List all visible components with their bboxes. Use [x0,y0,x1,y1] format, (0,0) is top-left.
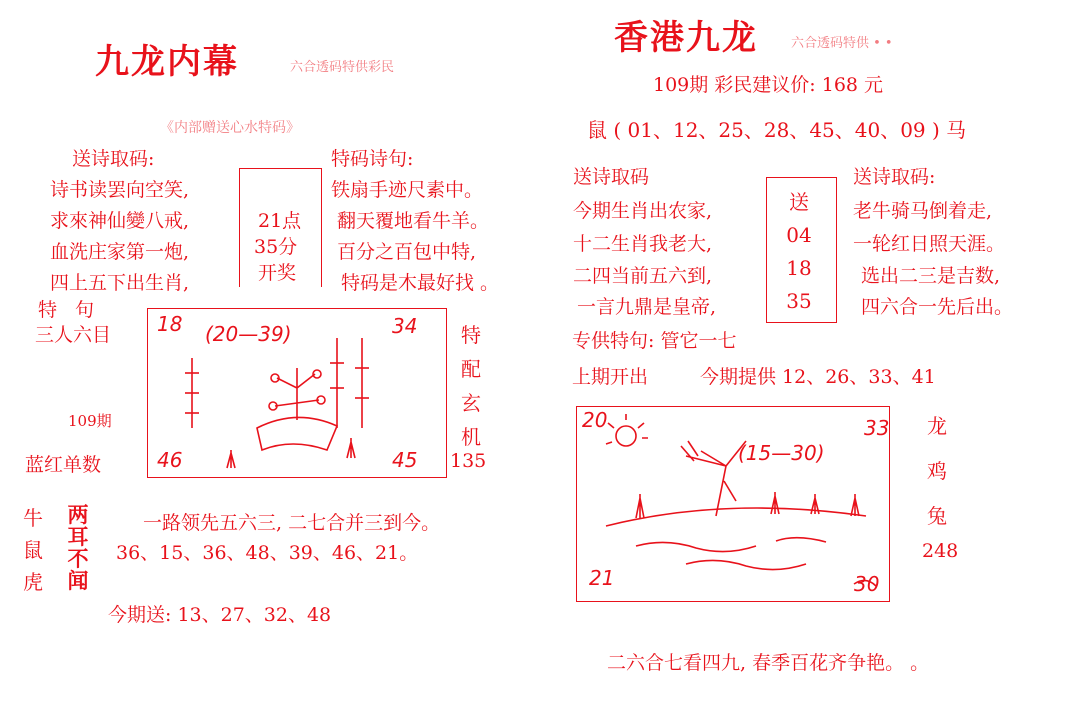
right-center-box-line: 送 [789,190,809,214]
left-big-column [64,504,92,592]
left-poem-b-line: 百分之百包中特, [337,241,477,263]
right-poem-a-line: 二四当前五六到, [573,265,713,287]
left-poem-a-line: 血洗庄家第一炮, [50,241,190,263]
left-poem-a-line: 四上五下出生肖, [50,272,190,294]
left-center-box-line: 35分 [254,236,298,258]
right-poem-b-line: 选出二三是吉数, [861,265,1001,287]
left-poem-a-line: 求來神仙變八戒, [50,210,190,232]
left-today-send: 今期送: 13、27、32、48 [108,604,332,626]
right-drawing-sketch [576,406,890,602]
right-drawing-corner-br: 30 [854,572,880,596]
right-drawing-range: (15—30) [738,441,825,465]
right-poem-a-line: 十二生肖我老大, [573,233,713,255]
right-poem-b-line: 四六合一先后出。 [861,296,1014,318]
right-side-char: 兔 [927,504,947,528]
left-special-riddle: 三人六目 [35,324,112,346]
left-subtitle: 六合透码特供彩民 [290,60,395,75]
left-side-char: 特 [461,323,481,347]
right-poem-a-line: 一言九鼎是皇帝, [577,296,717,318]
right-special-sentence: 专供特句: 管它一七 [572,330,737,352]
left-poem-a-heading: 送诗取码: [72,148,155,170]
left-issue: 109期 [68,412,112,430]
left-drawing-corner-br: 45 [392,448,418,472]
right-poem-a-line: 今期生肖出农家, [573,200,713,222]
left-drawing-range: (20—39) [205,322,292,346]
right-center-box-line: 18 [786,256,812,280]
left-poem-b-line: 铁扇手迹尺素中。 [331,179,484,201]
left-side-number: 135 [450,450,487,472]
left-side-char: 玄 [461,391,481,415]
right-drawing-corner-tl: 20 [582,408,608,432]
right-zodiac-line: 鼠 ( 01、12、25、28、45、40、09 ) 马 [587,118,967,142]
right-side-column [924,404,950,539]
right-center-box-line: 35 [786,289,812,313]
right-drawing-corner-bl: 21 [589,566,615,590]
right-issue-price: 109期 彩民建议价: 168 元 [653,74,884,96]
right-last-open: 上期开出 [572,366,649,388]
right-side-char: 龙 [927,414,947,438]
left-drawing-corner-bl: 46 [157,448,183,472]
right-poem-b-line: 老牛骑马倒着走, [853,200,993,222]
right-subtitle: 六合透码特供 • • [791,36,893,51]
left-zodiac-column [20,502,46,598]
zodiac-char: 牛 [23,506,43,530]
right-title: 香港九龙 [614,18,758,58]
left-poem-b-line: 翻天覆地看牛羊。 [337,210,490,232]
left-center-box-line: 21点 [258,210,302,232]
right-side-number: 248 [922,540,959,562]
zodiac-char: 虎 [23,570,43,594]
big-char: 两 [67,502,89,527]
left-poem-b-heading: 特码诗句: [331,148,414,170]
left-side-column [458,318,484,454]
left-drawing-corner-tl: 18 [157,312,183,336]
right-today-provide: 今期提供 12、26、33、41 [700,366,936,388]
big-char: 耳 [67,524,89,549]
left-gift-note: 《内部赠送心水特码》 [160,120,300,136]
big-char: 闻 [67,568,89,593]
left-poem-b-line: 特码是木最好找 。 [341,272,500,294]
left-blue-red: 蓝红单数 [25,454,102,476]
left-special-heading: 特 句 [38,299,101,321]
left-title: 九龙内幕 [95,42,239,82]
right-center-box-line: 04 [786,223,812,247]
right-footer: 二六合七看四九, 春季百花齐争艳。 。 [607,652,930,674]
right-poem-a-heading: 送诗取码 [573,166,650,188]
left-side-char: 配 [461,357,481,381]
right-side-char: 鸡 [927,459,947,483]
zodiac-char: 鼠 [23,538,43,562]
right-poem-b-line: 一轮红日照天涯。 [853,233,1006,255]
left-center-box-line: 开奖 [258,262,297,284]
right-poem-b-heading: 送诗取码: [853,166,936,188]
right-drawing-corner-tr: 33 [864,416,890,440]
left-poem-a-line: 诗书读罢向空笑, [50,179,190,201]
left-numbers: 36、15、36、48、39、46、21。 [116,542,419,564]
left-side-char: 机 [461,425,481,449]
left-drawing-corner-tr: 34 [392,314,418,338]
right-center-box-column [786,186,812,318]
left-slogan: 一路领先五六三, 二七合并三到今。 [143,512,441,534]
big-char: 不 [67,546,89,571]
